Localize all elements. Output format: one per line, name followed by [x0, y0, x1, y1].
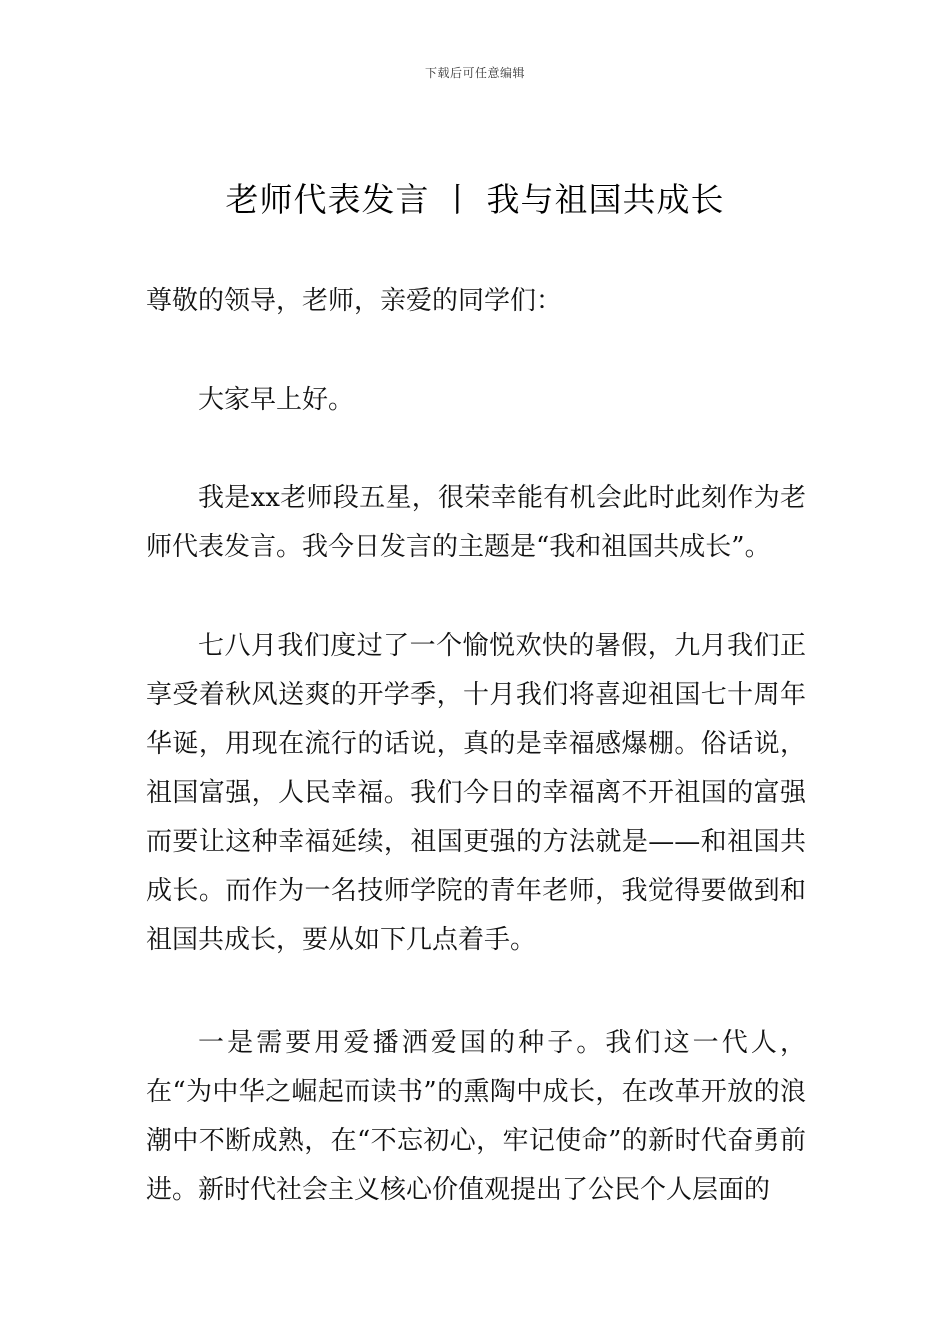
paragraph-2: 我是xx老师段五星，很荣幸能有机会此时此刻作为老师代表发言。我今日发言的主题是“我和祖国共成长”。 [146, 483, 806, 562]
paragraph-3: 七八月我们度过了一个愉悦欢快的暑假，九月我们正享受着秋风送爽的开学季，十月我们将喜迎祖国七十周年华诞，用现在流行的话说，真的是幸福感爆棚。俗话说，祖国富强，人民幸福。我们今日的幸福离不开祖国的富强而要让这种幸福延续，祖国更强的方法就是——和祖国共成长。而作为一名技师学院的青年老师，我觉得要做到和祖国共成长，要从如下几点着手。 [146, 631, 806, 955]
header-note: 下载后可任意编辑 [424, 66, 525, 80]
paragraph-4: 一是需要用爱播洒爱国的种子。我们这一代人，在“为中华之崛起而读书”的熏陶中成长，在改革开放的浪潮中不断成熟，在“不忘初心，牢记使命”的新时代奋勇前进。新时代社会主义核心价值观提出了公民个人层面的 [146, 1028, 806, 1205]
paragraph-1: 大家早上好。 [198, 385, 355, 415]
greeting-line: 尊敬的领导，老师，亲爱的同学们： [146, 286, 563, 316]
document-title: 老师代表发言 丨 我与祖国共成长 [225, 180, 725, 219]
